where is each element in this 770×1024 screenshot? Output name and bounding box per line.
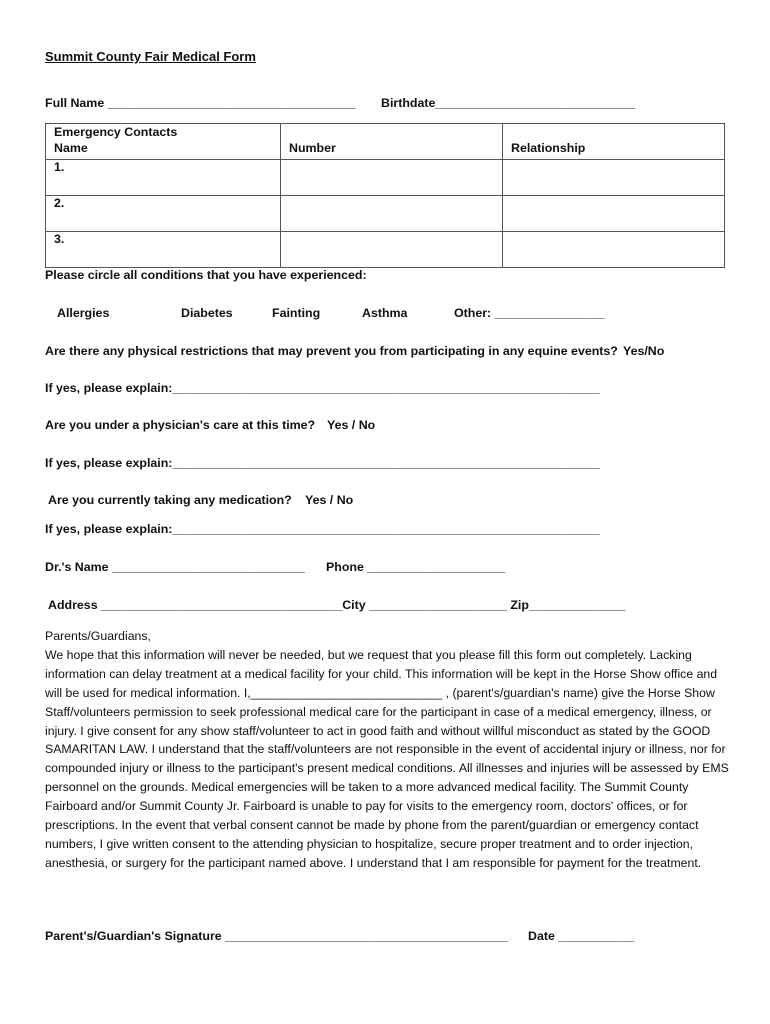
birthdate-field[interactable]: Birthdate_____________________________ xyxy=(381,96,636,110)
contact-name-cell[interactable]: 3. xyxy=(46,232,281,268)
restrictions-yes-no[interactable]: Yes/No xyxy=(623,344,665,358)
contact-number-cell[interactable] xyxy=(281,232,503,268)
contact-name-cell[interactable]: 2. xyxy=(46,196,281,232)
address-field[interactable]: Address ___________________________________City ____________________ Zip______________ xyxy=(48,598,626,612)
relationship-column-header: Relationship xyxy=(511,141,586,155)
restrictions-question: Are there any physical restrictions that may prevent you from participating in any equine events? xyxy=(45,344,618,358)
medication-yes-no[interactable]: Yes / No xyxy=(305,493,354,507)
emergency-contacts-table xyxy=(45,123,725,268)
doctor-name-field[interactable]: Dr.'s Name ____________________________ xyxy=(45,560,305,574)
condition-other-field[interactable]: Other: ________________ xyxy=(454,306,605,320)
contact-number-cell[interactable] xyxy=(281,196,503,232)
contact-number-cell[interactable] xyxy=(281,160,503,196)
condition-asthma[interactable]: Asthma xyxy=(362,306,408,320)
condition-allergies[interactable]: Allergies xyxy=(57,306,110,320)
contact-relationship-cell[interactable] xyxy=(503,160,725,196)
medication-question: Are you currently taking any medication? xyxy=(48,493,292,507)
table-row xyxy=(46,232,725,268)
table-row xyxy=(46,196,725,232)
date-field[interactable]: Date ___________ xyxy=(528,929,635,943)
doctor-phone-field[interactable]: Phone ____________________ xyxy=(326,560,506,574)
medication-explain-field[interactable]: If yes, please explain:______________________________________________________________ xyxy=(45,522,600,536)
physician-yes-no[interactable]: Yes / No xyxy=(327,418,376,432)
table-row xyxy=(46,160,725,196)
number-column-header: Number xyxy=(289,141,336,155)
signature-field[interactable]: Parent's/Guardian's Signature _________________________________________ xyxy=(45,929,508,943)
consent-section xyxy=(45,627,735,873)
physician-explain-field[interactable]: If yes, please explain:______________________________________________________________ xyxy=(45,456,600,470)
form-title: Summit County Fair Medical Form xyxy=(45,49,256,64)
conditions-prompt: Please circle all conditions that you have experienced: xyxy=(45,268,367,282)
name-column-header: Name xyxy=(54,141,88,155)
consent-paragraph: We hope that this information will never be needed, but we request that you please fill this form out completely. Lacking information can delay treatment at a medical facility for your child. This information will be kept in the Horse Show office and will be used for medical information. I,____________________________ , (parent's/guardian's name) give the Horse Show Staff/volunteers permission to seek professional medical care for the participant in case of a medical emergency, illness, or injury. I give consent for any show staff/volunteer to act in good faith and without willful misconduct as stated by the GOOD SAMARITAN LAW. I understand that the staff/volunteers are not responsible in the event of accidental injury or illness, nor for compounded injury or illness to the participant's present medical conditions. All illnesses and injuries will be assessed by EMS personnel on the grounds. Medical emergencies will be taken to a more advanced medical facility. The Summit County Fairboard and/or Summit County Jr. Fairboard is unable to pay for visits to the emergency room, doctors' offices, or for prescriptions. In the event that verbal consent cannot be made by phone from the parent/guardian or emergency contact numbers, I give written consent to the attending physician to hospitalize, secure proper treatment and to order injection, anesthesia, or surgery for the participant named above. I understand that I am responsible for payment for the treatment. xyxy=(45,647,729,870)
condition-fainting[interactable]: Fainting xyxy=(272,306,321,320)
contact-name-cell[interactable]: 1. xyxy=(46,160,281,196)
contact-relationship-cell[interactable] xyxy=(503,196,725,232)
condition-diabetes[interactable]: Diabetes xyxy=(181,306,233,320)
contact-relationship-cell[interactable] xyxy=(503,232,725,268)
emergency-contacts-heading: Emergency Contacts xyxy=(54,125,178,139)
physician-question: Are you under a physician's care at this time? xyxy=(45,418,316,432)
parents-salutation: Parents/Guardians, xyxy=(45,629,151,643)
full-name-field[interactable]: Full Name ____________________________________ xyxy=(45,96,356,110)
restrictions-explain-field[interactable]: If yes, please explain:______________________________________________________________ xyxy=(45,381,600,395)
